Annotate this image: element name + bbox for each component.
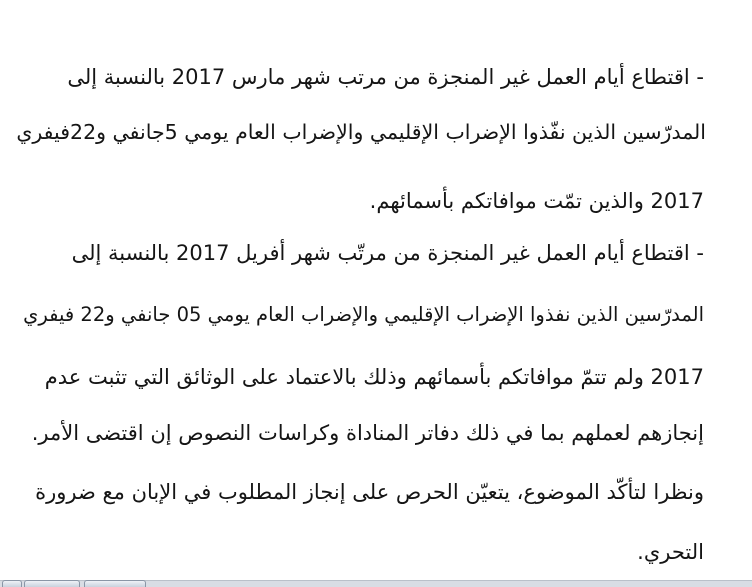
text-line: - اقتطاع أيام العمل غير المنجزة من مرتّب شهر أفريل 2017 بالنسبة إلى xyxy=(71,241,704,265)
text-line: المدرّسين الذين نفذوا الإضراب الإقليمي والإضراب العام يومي 05 جانفي و22 فيفري xyxy=(23,303,704,326)
text-line: 2017 ولم تتمّ موافاتكم بأسمائهم وذلك بالاعتماد على الوثائق التي تثبت عدم xyxy=(44,365,704,389)
text-line: التحري. xyxy=(637,540,704,564)
text-line: 2017 والذين تمّت موافاتكم بأسمائهم. xyxy=(369,189,704,213)
text-line: ونظرا لتأكّد الموضوع، يتعيّن الحرص على إنجاز المطلوب في الإبان مع ضرورة xyxy=(35,480,704,504)
taskbar-button[interactable] xyxy=(2,580,22,587)
taskbar xyxy=(0,580,752,587)
text-line: - اقتطاع أيام العمل غير المنجزة من مرتب شهر مارس 2017 بالنسبة إلى xyxy=(67,65,704,89)
text-line: المدرّسين الذين نفّذوا الإضراب الإقليمي والإضراب العام يومي 5جانفي و22فيفري xyxy=(16,120,706,144)
text-line: إنجازهم لعملهم بما في ذلك دفاتر المناداة وكراسات النصوص إن اقتضى الأمر. xyxy=(31,421,704,445)
taskbar-button[interactable] xyxy=(24,580,80,587)
taskbar-button[interactable] xyxy=(84,580,146,587)
